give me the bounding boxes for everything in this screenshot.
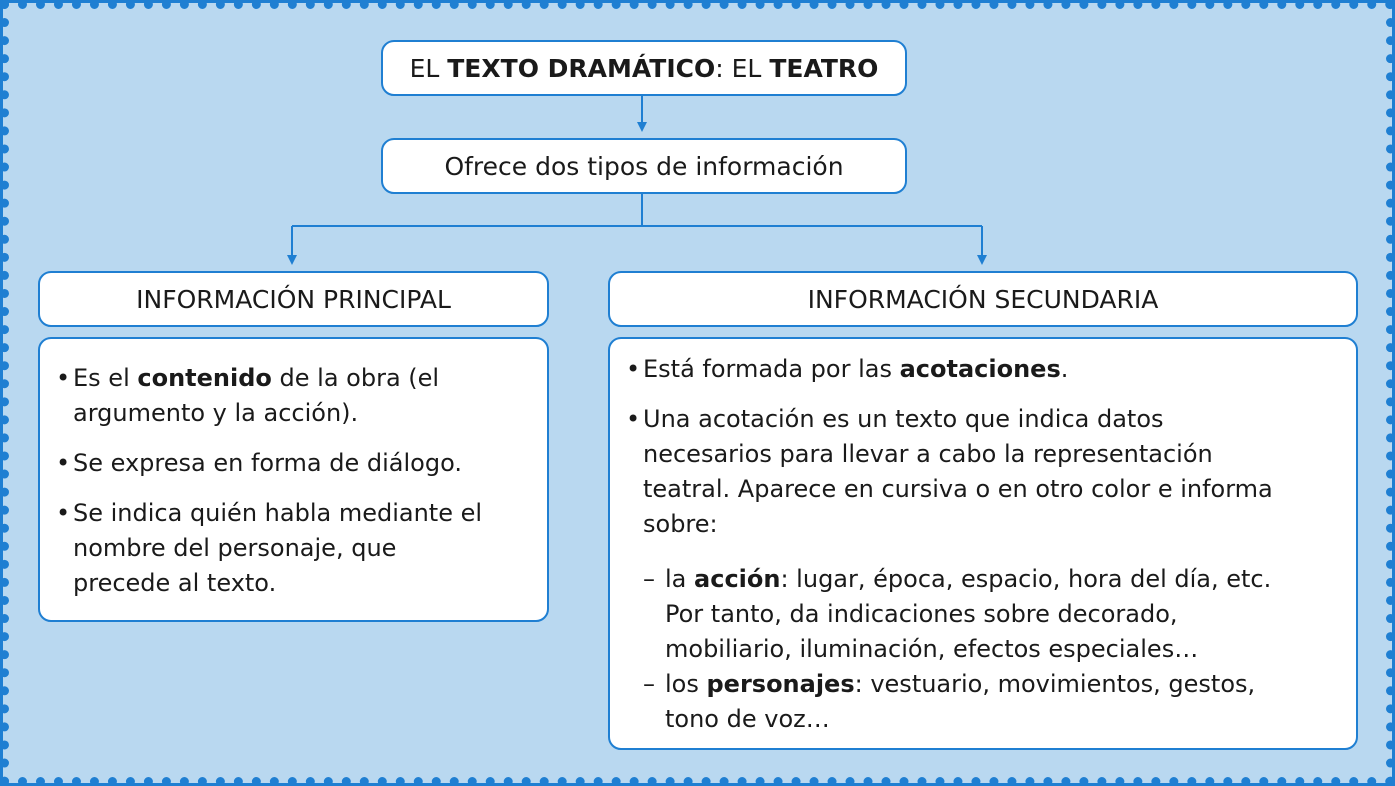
principal-item-1-pre: Es el: [73, 364, 138, 392]
title-bold1: TEXTO DRAMÁTICO: [447, 53, 716, 83]
title-text: [410, 54, 879, 83]
ofrece-text: Ofrece dos tipos de información: [444, 151, 844, 181]
secundaria-item-1-pre: Está formada por las: [643, 355, 900, 383]
secundaria-subitem-1-pre: la: [665, 565, 695, 593]
dash-marker: –: [643, 670, 655, 698]
secundaria-subitem-2-post: : vestuario, movimientos, gestos, tono de voz…: [665, 670, 1256, 733]
secundaria-sublist: [643, 562, 1296, 737]
secundaria-body-box: [608, 337, 1358, 750]
secundaria-subitem-2-pre: los: [665, 670, 707, 698]
title-bold2: TEATRO: [769, 53, 879, 83]
secundaria-subitem-2-bold: personajes: [706, 670, 855, 698]
secundaria-heading-box: [608, 271, 1358, 327]
principal-list: [54, 361, 494, 616]
secundaria-subitem-1-bold: acción: [694, 565, 781, 593]
title-part2: : EL: [715, 53, 770, 83]
principal-item-1-post: de la obra (el argumento y la acción).: [73, 364, 440, 427]
ofrece-box: [381, 138, 907, 194]
principal-item-3-text: Se indica quién habla mediante el nombre del personaje, que precede al texto.: [73, 499, 483, 597]
principal-body-box: [38, 337, 549, 622]
principal-item-2: [54, 446, 494, 481]
principal-item-2-text: Se expresa en forma de diálogo.: [73, 449, 462, 477]
secundaria-heading: INFORMACIÓN SECUNDARIA: [807, 284, 1159, 314]
dash-marker: –: [643, 565, 655, 593]
secundaria-subitem-1: [643, 562, 1296, 667]
secundaria-item-1-bold: acotaciones: [899, 355, 1061, 383]
secundaria-subitem-2: [643, 667, 1296, 737]
principal-heading-box: [38, 271, 549, 327]
secundaria-item-1-post: .: [1060, 355, 1069, 383]
secundaria-item-2: [624, 402, 1296, 737]
title-box: [381, 40, 907, 96]
secundaria-list: [624, 352, 1296, 752]
principal-heading: INFORMACIÓN PRINCIPAL: [136, 284, 451, 314]
title-part1: EL: [409, 53, 448, 83]
principal-item-3: [54, 496, 494, 601]
secundaria-item-2-text: Una acotación es un texto que indica datos necesarios para llevar a cabo la representación teatral. Aparece en cursiva o en otro color e informa sobre:: [643, 405, 1273, 538]
secundaria-subitem-1-post: : lugar, época, espacio, hora del día, etc. Por tanto, da indicaciones sobre decorado, mobiliario, iluminación, efectos especiales…: [665, 565, 1272, 663]
principal-item-1: [54, 361, 494, 431]
principal-item-1-bold: contenido: [137, 364, 272, 392]
secundaria-item-1: [624, 352, 1296, 387]
